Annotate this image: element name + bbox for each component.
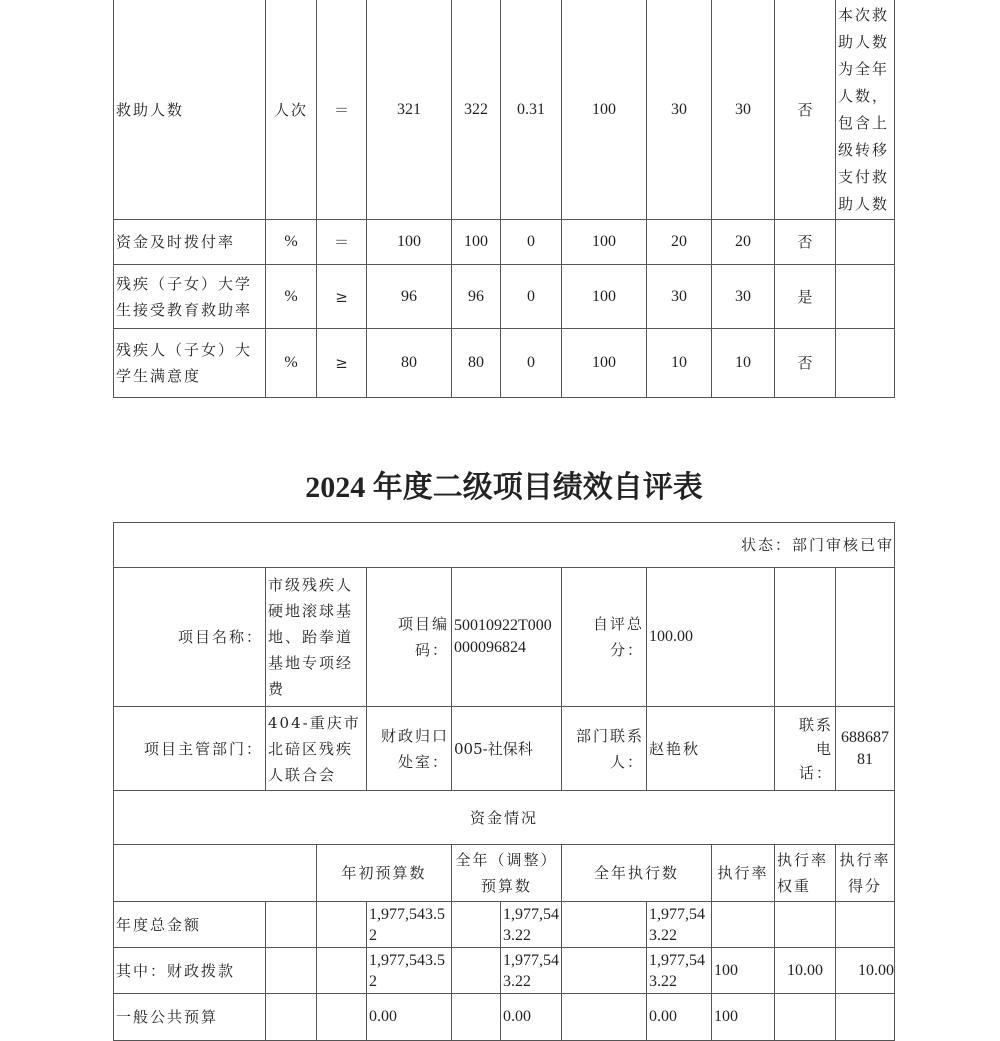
empty-cell	[774, 567, 836, 707]
funds-weight: 10.00	[774, 947, 836, 994]
funds-weight	[774, 993, 836, 1041]
department-label: 项目主管部门：	[113, 706, 266, 791]
empty-cell	[451, 901, 501, 948]
indicator-rate: 100	[561, 219, 647, 265]
empty-cell	[265, 901, 317, 948]
indicator-weight: 10	[646, 328, 712, 398]
funds-executed: 1,977,543.22	[646, 947, 712, 994]
indicator-weight: 30	[646, 264, 712, 329]
phone-value: 68868781	[835, 706, 895, 791]
indicator-flag: 否	[774, 219, 836, 265]
indicator-unit: 人次	[265, 0, 317, 220]
indicator-target: 80	[366, 328, 452, 398]
indicator-operator: ＝	[316, 0, 367, 220]
indicator-actual: 100	[451, 219, 501, 265]
indicator-actual: 80	[451, 328, 501, 398]
finance-office-label: 财政归口处室：	[366, 706, 452, 791]
page-title: 2024 年度二级项目绩效自评表	[305, 471, 703, 504]
funds-initial: 1,977,543.52	[366, 947, 452, 994]
empty-cell	[451, 947, 501, 994]
empty-cell	[265, 993, 317, 1041]
contact-value: 赵艳秋	[646, 706, 775, 791]
empty-cell	[265, 947, 317, 994]
funds-adjusted: 1,977,543.22	[500, 901, 562, 948]
indicator-deviation: 0	[500, 328, 562, 398]
funds-header-blank	[113, 844, 317, 902]
empty-cell	[451, 993, 501, 1041]
indicator-flag: 否	[774, 328, 836, 398]
indicator-unit: %	[265, 328, 317, 398]
empty-cell	[561, 901, 647, 948]
funds-score: 10.00	[835, 947, 895, 994]
self-score-label: 自评总分：	[561, 567, 647, 707]
indicator-name: 残疾（子女）大学生接受教育救助率	[113, 264, 266, 329]
funds-header-score: 执行率得分	[835, 844, 895, 902]
funds-score	[835, 993, 895, 1041]
funds-header-executed: 全年执行数	[561, 844, 712, 902]
status-badge: 状态：部门审核已审	[113, 522, 895, 568]
funds-rate: 100	[711, 993, 775, 1041]
indicator-weight: 30	[646, 0, 712, 220]
funds-heading: 资金情况	[113, 790, 895, 845]
indicator-note	[835, 264, 895, 329]
indicator-rate: 100	[561, 264, 647, 329]
funds-header-adjusted: 全年（调整）预算数	[451, 844, 562, 902]
indicator-score: 30	[711, 0, 775, 220]
indicator-note	[835, 328, 895, 398]
indicator-target: 321	[366, 0, 452, 220]
funds-adjusted: 1,977,543.22	[500, 947, 562, 994]
funds-executed: 0.00	[646, 993, 712, 1041]
indicator-flag: 是	[774, 264, 836, 329]
indicator-deviation: 0.31	[500, 0, 562, 220]
indicator-operator: ≥	[316, 328, 367, 398]
empty-cell	[561, 993, 647, 1041]
funds-score	[835, 901, 895, 948]
funds-initial: 1,977,543.52	[366, 901, 452, 948]
funds-weight	[774, 901, 836, 948]
indicator-unit: %	[265, 219, 317, 265]
funds-initial: 0.00	[366, 993, 452, 1041]
indicator-actual: 96	[451, 264, 501, 329]
department-value: 404-重庆市北碚区残疾人联合会	[265, 706, 367, 791]
empty-cell	[316, 901, 367, 948]
indicator-rate: 100	[561, 328, 647, 398]
project-code-label: 项目编码：	[366, 567, 452, 707]
funds-executed: 1,977,543.22	[646, 901, 712, 948]
funds-header-initial: 年初预算数	[316, 844, 452, 902]
funds-rate	[711, 901, 775, 948]
indicator-name: 残疾人（子女）大学生满意度	[113, 328, 266, 398]
project-code-value: 50010922T000000096824	[451, 567, 562, 707]
empty-cell	[561, 947, 647, 994]
indicator-operator: ＝	[316, 219, 367, 265]
indicator-rate: 100	[561, 0, 647, 220]
indicator-unit: %	[265, 264, 317, 329]
indicator-target: 100	[366, 219, 452, 265]
funds-adjusted: 0.00	[500, 993, 562, 1041]
empty-cell	[316, 993, 367, 1041]
indicator-score: 30	[711, 264, 775, 329]
funds-row-label: 年度总金额	[113, 901, 266, 948]
finance-office-value: 005-社保科	[451, 706, 562, 791]
indicator-name: 救助人数	[113, 0, 266, 220]
funds-header-weight: 执行率权重	[774, 844, 836, 902]
funds-header-rate: 执行率	[711, 844, 775, 902]
project-name-label: 项目名称：	[113, 567, 266, 707]
funds-row-label: 一般公共预算	[113, 993, 266, 1041]
project-name-value: 市级残疾人硬地滚球基地、跆拳道基地专项经费	[265, 567, 367, 707]
indicator-note: 本次救助人数为全年人数，包含上级转移支付救助人数	[835, 0, 895, 220]
contact-label: 部门联系人：	[561, 706, 647, 791]
funds-rate: 100	[711, 947, 775, 994]
indicator-deviation: 0	[500, 219, 562, 265]
indicator-score: 10	[711, 328, 775, 398]
funds-row-label: 其中：财政拨款	[113, 947, 266, 994]
indicator-flag: 否	[774, 0, 836, 220]
indicator-actual: 322	[451, 0, 501, 220]
indicator-score: 20	[711, 219, 775, 265]
self-score-value: 100.00	[646, 567, 775, 707]
indicator-target: 96	[366, 264, 452, 329]
phone-label: 联系电话：	[774, 706, 836, 791]
empty-cell	[316, 947, 367, 994]
indicator-operator: ≥	[316, 264, 367, 329]
indicator-weight: 20	[646, 219, 712, 265]
indicator-name: 资金及时拨付率	[113, 219, 266, 265]
indicator-deviation: 0	[500, 264, 562, 329]
indicator-note	[835, 219, 895, 265]
empty-cell	[835, 567, 895, 707]
